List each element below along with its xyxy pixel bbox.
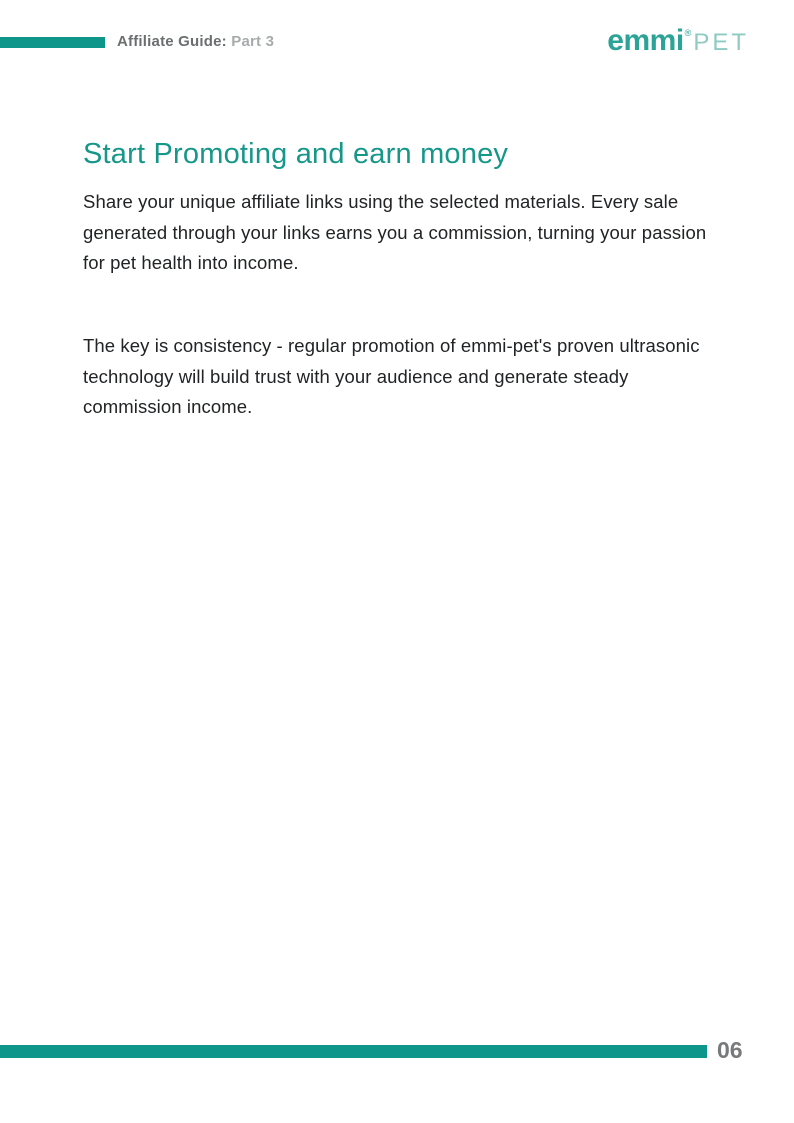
- page-number: 06: [717, 1037, 743, 1063]
- header-accent-bar: [0, 37, 105, 48]
- paragraph-consistency: The key is consistency - regular promotion of emmi-pet's proven ultrasonic technology will build trust with your audience and generate steady commission income.: [83, 335, 700, 418]
- logo-brand-text: emmi: [607, 24, 684, 57]
- paragraph-intro: Share your unique affiliate links using the selected materials. Every sale generated through your links earns you a commission, turning your passion for pet health into income.: [83, 191, 707, 274]
- emmi-pet-logo: [607, 26, 749, 56]
- header-title: [117, 33, 274, 50]
- registered-trademark-icon: ®: [684, 28, 692, 38]
- footer-accent-bar: [0, 1045, 707, 1058]
- guide-label: Affiliate Guide:: [117, 33, 227, 50]
- page-title: Start Promoting and earn money: [83, 138, 509, 170]
- logo-suffix-text: PET: [693, 29, 749, 56]
- guide-part-label: Part 3: [231, 33, 275, 50]
